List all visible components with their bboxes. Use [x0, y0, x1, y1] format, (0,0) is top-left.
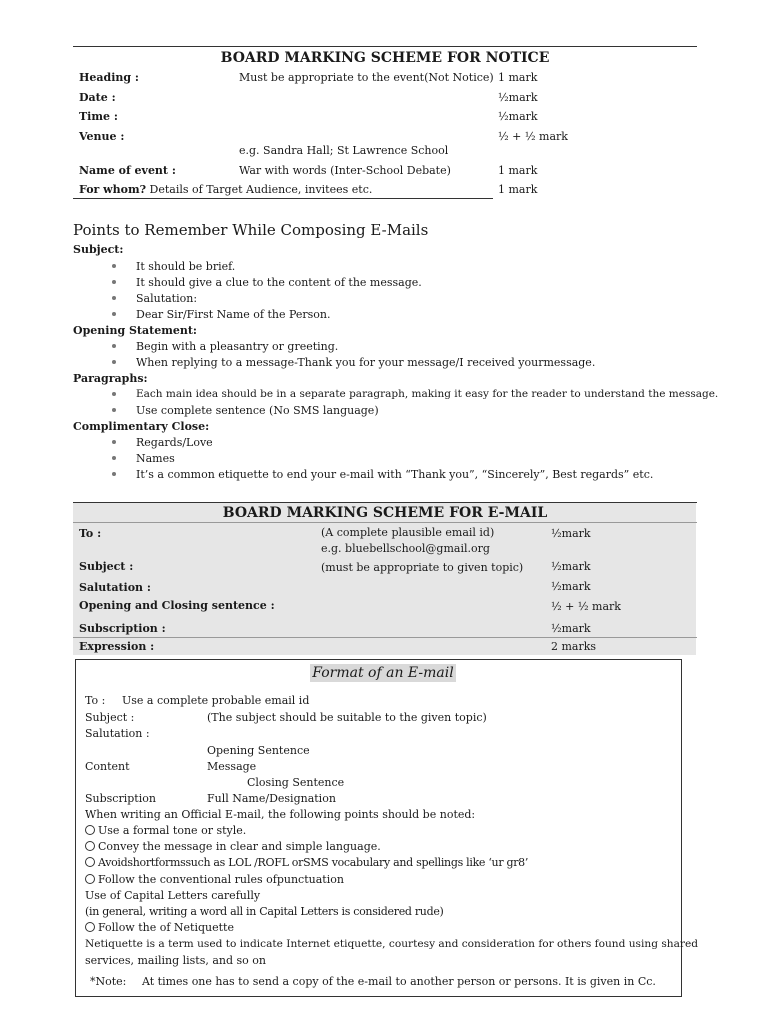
- email-expression-rule: [73, 637, 697, 638]
- format-point-5: Follow the of Netiquette: [85, 921, 234, 934]
- email-expression-mark: 2 marks: [551, 640, 597, 653]
- format-message: Message: [207, 760, 257, 773]
- format-capital-note: (in general, writing a word all in Capital Letters is considered rude): [85, 905, 444, 918]
- notice-heading-desc: Must be appropriate to the event(Not Notice): [239, 71, 494, 84]
- email-scheme-box: [73, 502, 696, 655]
- circle-bullet-icon: [85, 841, 95, 851]
- format-content-label: Content: [85, 760, 130, 773]
- format-subject-value: (The subject should be suitable to the given topic): [207, 711, 487, 724]
- email-salutation-label: Salutation :: [79, 581, 151, 594]
- points-opening-label: Opening Statement:: [73, 324, 197, 337]
- notice-venue-example: e.g. Sandra Hall; St Lawrence School: [239, 144, 449, 157]
- email-expression-label: Expression :: [79, 640, 155, 653]
- circle-bullet-icon: [85, 874, 95, 884]
- notice-for-whom-mark: 1 mark: [498, 183, 538, 196]
- notice-time-label: Time :: [79, 110, 118, 123]
- format-netiquette-line1: Netiquette is a term used to indicate Internet etiquette, courtesy and consideration for others found using shared: [85, 938, 699, 950]
- notice-scheme-title: BOARD MARKING SCHEME FOR NOTICE: [220, 50, 550, 66]
- points-close-label: Complimentary Close:: [73, 420, 210, 433]
- notice-for-whom-desc: Details of Target Audience, invitees etc.: [146, 183, 373, 196]
- format-official-intro: When writing an Official E-mail, the following points should be noted:: [85, 808, 476, 821]
- notice-event-desc: War with words (Inter-School Debate): [239, 164, 451, 177]
- notice-bottom-rule: [73, 198, 493, 199]
- notice-for-whom: [79, 183, 372, 196]
- email-to-label: To :: [79, 527, 102, 540]
- email-scheme-title: BOARD MARKING SCHEME FOR E-MAIL: [222, 505, 548, 521]
- format-to-value: Use a complete probable email id: [122, 694, 310, 707]
- format-point-2: Convey the message in clear and simple language.: [85, 840, 381, 853]
- format-point-4: Follow the conventional rules ofpunctuation: [85, 873, 344, 886]
- email-subject-mark: ½mark: [551, 560, 591, 573]
- format-opening-sentence: Opening Sentence: [207, 744, 310, 757]
- email-subject-desc: (must be appropriate to given topic): [321, 561, 524, 574]
- top-rule: [73, 46, 697, 47]
- format-note-text: At times one has to send a copy of the e-mail to another person or persons. It is given in Cc.: [142, 975, 656, 988]
- notice-event-mark: 1 mark: [498, 164, 538, 177]
- email-scheme-top-rule: [73, 502, 697, 503]
- notice-venue-label: Venue :: [79, 130, 125, 143]
- notice-venue-mark: ½ + ½ mark: [498, 130, 568, 143]
- email-to-desc1: (A complete plausible email id): [321, 526, 495, 539]
- format-subscription-label: Subscription: [85, 792, 156, 805]
- email-subject-label: Subject :: [79, 560, 134, 573]
- circle-bullet-icon: [85, 825, 95, 835]
- notice-date-mark: ½mark: [498, 91, 538, 104]
- format-capital-line: Use of Capital Letters carefully: [85, 889, 261, 902]
- circle-bullet-icon: [85, 857, 95, 867]
- email-salutation-mark: ½mark: [551, 580, 591, 593]
- format-netiquette-line2: services, mailing lists, and so on: [85, 954, 267, 967]
- notice-event-label: Name of event :: [79, 164, 176, 177]
- points-heading: Points to Remember While Composing E-Mails: [73, 221, 429, 239]
- notice-time-mark: ½mark: [498, 110, 538, 123]
- notice-for-whom-label: For whom?: [79, 183, 147, 196]
- format-closing-sentence: Closing Sentence: [247, 776, 345, 789]
- email-opening-mark: ½ + ½ mark: [551, 600, 621, 613]
- format-point-3: Avoidshortformssuch as LOL /ROFL orSMS vocabulary and spellings like ‘ur gr8’: [85, 856, 528, 869]
- points-paragraphs-label: Paragraphs:: [73, 372, 148, 385]
- email-to-desc2: e.g. bluebellschool@gmail.org: [321, 542, 490, 555]
- format-salutation-label: Salutation :: [85, 727, 150, 740]
- format-point-1: Use a formal tone or style.: [85, 824, 246, 837]
- email-format-title: Format of an E-mail: [310, 664, 456, 682]
- format-subject-label: Subject :: [85, 711, 135, 724]
- notice-heading-label: Heading :: [79, 71, 139, 84]
- format-note-label: *Note:: [90, 975, 127, 988]
- format-to-label: To :: [85, 694, 106, 707]
- email-scheme-title-rule: [73, 522, 697, 523]
- points-subject-label: Subject:: [73, 243, 124, 256]
- notice-date-label: Date :: [79, 91, 116, 104]
- notice-heading-mark: 1 mark: [498, 71, 538, 84]
- circle-bullet-icon: [85, 922, 95, 932]
- format-subscription-value: Full Name/Designation: [207, 792, 336, 805]
- email-subscription-label: Subscription :: [79, 622, 166, 635]
- email-subscription-mark: ½mark: [551, 622, 591, 635]
- email-to-mark: ½mark: [551, 527, 591, 540]
- email-opening-label: Opening and Closing sentence :: [79, 599, 275, 612]
